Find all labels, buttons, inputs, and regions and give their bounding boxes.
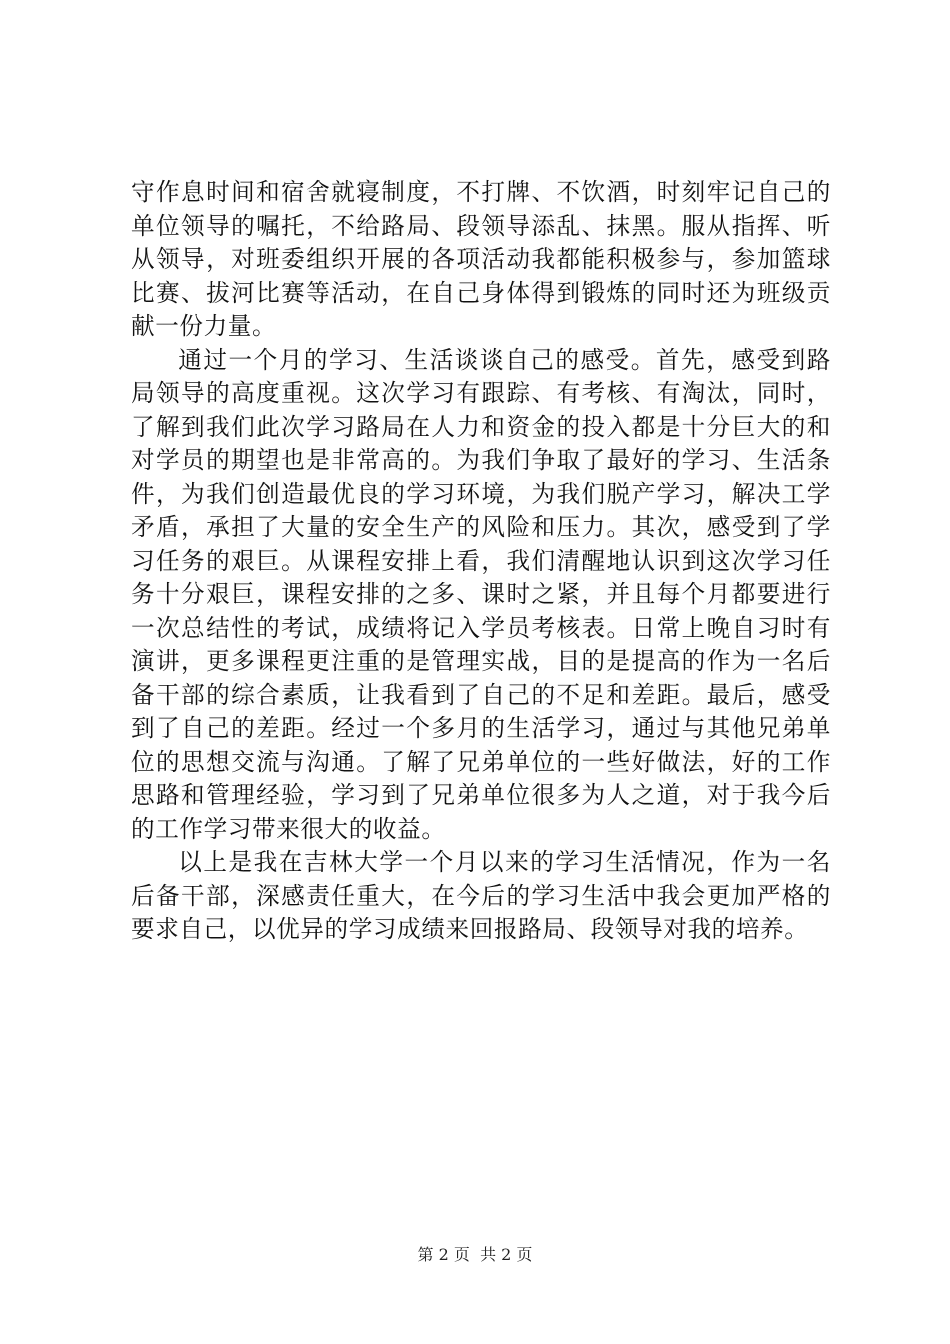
paragraph-feelings: 通过一个月的学习、生活谈谈自己的感受。首先，感受到路局领导的高度重视。这次学习有跟踪、有考核、有淘汰，同时，了解到我们此次学习路局在人力和资金的投入都是十分巨大的和对学员的期望也是非常高的。为我们争取了最好的学习、生活条件，为我们创造最优良的学习环境，为我们脱产学习，解决工学矛盾，承担了大量的安全生产的风险和压力。其次，感受到了学习任务的艰巨。从课程安排上看，我们清醒地认识到这次学习任务十分艰巨，课程安排的之多、课时之紧，并且每个月都要进行一次总结性的考试，成绩将记入学员考核表。日常上晚自习时有演讲，更多课程更注重的是管理实战，目的是提高的作为一名后备干部的综合素质，让我看到了自己的不足和差距。最后，感受到了自己的差距。经过一个多月的生活学习，通过与其他兄弟单位的思想交流与沟通。了解了兄弟单位的一些好做法，好的工作思路和管理经验，学习到了兄弟单位很多为人之道，对于我今后的工作学习带来很大的收益。 [131, 345, 831, 843]
page-number-footer: 第 2 页 共 2 页 [417, 1245, 533, 1264]
document-body [131, 176, 831, 947]
paragraph-conclusion: 以上是我在吉林大学一个月以来的学习生活情况，作为一名后备干部，深感责任重大，在今后的学习生活中我会更加严格的要求自己，以优异的学习成绩来回报路局、段领导对我的培养。 [131, 848, 831, 943]
paragraph-continuation: 守作息时间和宿舍就寝制度，不打牌、不饮酒，时刻牢记自己的单位领导的嘱托，不给路局、段领导添乱、抹黑。服从指挥、听从领导，对班委组织开展的各项活动我都能积极参与，参加篮球比赛、拔河比赛等活动，在自己身体得到锻炼的同时还为班级贡献一份力量。 [131, 178, 831, 340]
